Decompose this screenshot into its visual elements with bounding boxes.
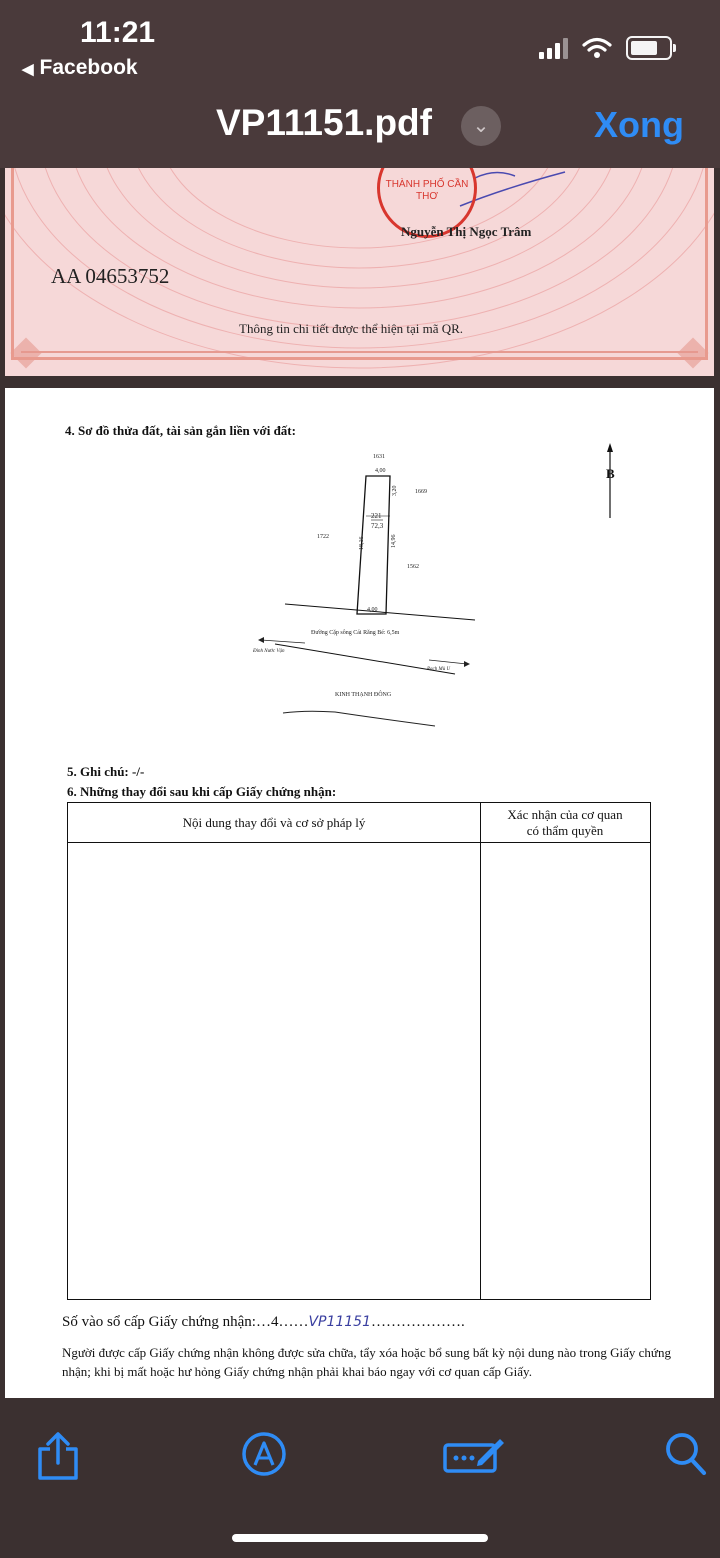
registration-value: VP11151	[308, 1314, 371, 1330]
top-bar	[0, 0, 720, 168]
right-lower-parcel-number: 1562	[407, 564, 419, 570]
back-to-app-link[interactable]	[22, 56, 138, 80]
signer-name: Nguyễn Thị Ngọc Trâm	[401, 224, 532, 239]
chevron-down-icon[interactable]: ⌄	[461, 106, 501, 146]
share-icon[interactable]	[34, 1431, 82, 1481]
document-title[interactable]: VP11151.pdf	[216, 102, 432, 143]
section-6-heading: 6. Những thay đổi sau khi cấp Giấy chứng nhận:	[67, 784, 337, 799]
done-button[interactable]: Xong	[594, 104, 684, 145]
left-side-length: 18,16	[359, 536, 365, 550]
canal-label: KINH THẠNH ĐÔNG	[335, 692, 392, 698]
qr-note: Thông tin chi tiết được thể hiện tại mã QR.	[239, 321, 464, 336]
changes-table	[67, 802, 651, 1300]
top-width-label: 4,00	[375, 468, 386, 474]
status-time: 11:21	[80, 16, 156, 49]
parcel-top-number: 1631	[373, 454, 385, 460]
right-parcel-number: 1669	[415, 489, 427, 495]
pdf-page-1	[5, 168, 714, 376]
parcel-number: 221	[371, 512, 382, 520]
pdf-page-2	[5, 388, 714, 1398]
right-top-length: 3,20	[392, 485, 398, 496]
right-side-length: 14,96	[391, 534, 397, 548]
road-label: Đường Cặp sông Cái Răng Bé: 6,5m	[311, 630, 400, 636]
wifi-icon	[582, 37, 612, 59]
left-parcel-number: 1722	[317, 534, 329, 540]
battery-icon	[626, 36, 672, 60]
official-seal: THÀNH PHỐ CẦN THƠ	[377, 168, 477, 238]
registration-label: Số vào sổ cấp Giấy chứng nhận:	[62, 1314, 256, 1330]
land-parcel-diagram	[5, 388, 714, 748]
table-header-changes: Nội dung thay đổi và cơ sở pháp lý	[182, 815, 366, 830]
bottom-width-label: 4,00	[367, 607, 378, 613]
back-triangle-icon: ◀	[22, 61, 34, 78]
certificate-serial: AA 04653752	[51, 264, 170, 288]
signal-icon	[539, 37, 568, 59]
back-app-label: Facebook	[39, 56, 138, 79]
section-4-heading: 4. Sơ đồ thửa đất, tài sản gắn liền với đất:	[65, 423, 296, 438]
section-5-notes: 5. Ghi chú: -/-	[67, 764, 145, 779]
markup-icon[interactable]	[241, 1431, 287, 1477]
legal-notice: Người được cấp Giấy chứng nhận không được sửa chữa, tẩy xóa hoặc bổ sung bất kỳ nội dung nào trong Giấy chứng nhận; khi bị mất hoặc hư hỏng Giấy chứng nhận phải khai báo ngay với cơ quan cấp Giấy.	[62, 1345, 671, 1379]
registration-number-line: Số vào sổ cấp Giấy chứng nhận:…4……VP11151……………….	[62, 1314, 465, 1330]
search-icon[interactable]	[664, 1431, 708, 1477]
home-indicator[interactable]	[232, 1534, 488, 1542]
status-icons	[539, 36, 672, 60]
left-direction-label: Đình Nước Vận	[253, 649, 285, 654]
table-header-confirmation: Xác nhận của cơ quan có thẩm quyền	[507, 807, 623, 838]
parcel-area: 72,3	[371, 522, 384, 530]
form-fill-icon[interactable]	[442, 1431, 506, 1477]
right-direction-label: Rạch Mù U	[427, 667, 451, 672]
north-label: B	[606, 466, 615, 481]
